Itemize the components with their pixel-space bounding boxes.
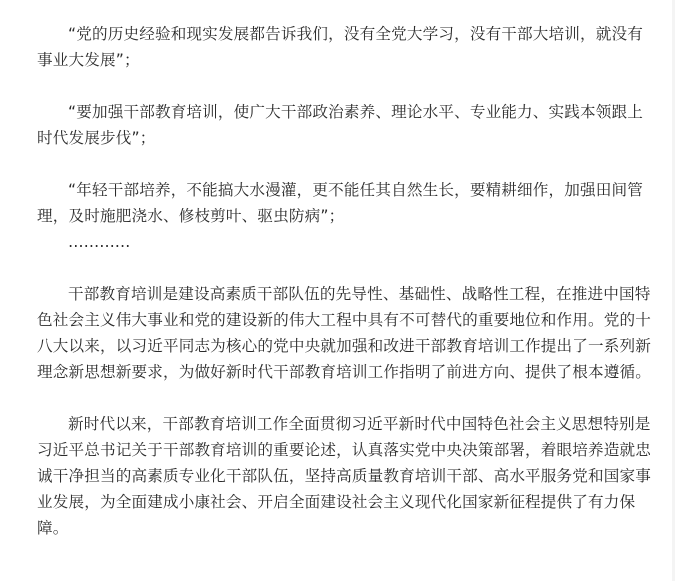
body-paragraph-2: 新时代以来，干部教育培训工作全面贯彻习近平新时代中国特色社会主义思想特别是习近平总书记关于干部教育培训的重要论述，认真落实党中央决策部署，着眼培养造就忠诚干净担当的高素质专业化干部队伍，坚持高质量教育培训干部、高水平服务党和国家事业发展，为全面建成小康社会、开启全面建设社会主义现代化国家新征程提供了有力保障。 bbox=[37, 415, 652, 537]
article-body bbox=[37, 21, 655, 541]
quote-paragraph-1: “党的历史经验和现实发展都告诉我们，没有全党大学习，没有干部大培训，就没有事业大发展”； bbox=[37, 25, 644, 69]
quote-paragraph-2: “要加强干部教育培训，使广大干部政治素养、理论水平、专业能力、实践本领跟上时代发展步伐”； bbox=[37, 103, 644, 147]
quote-paragraph-3: “年轻干部培养，不能搞大水漫灌，更不能任其自然生长，要精耕细作，加强田间管理，及时施肥浇水、修枝剪叶、驱虫防病”； bbox=[37, 181, 644, 225]
body-paragraph-1: 干部教育培训是建设高素质干部队伍的先导性、基础性、战略性工程，在推进中国特色社会主义伟大事业和党的建设新的伟大工程中具有不可替代的重要地位和作用。党的十八大以来，以习近平同志为核心的党中央就加强和改进干部教育培训工作提出了一系列新理念新思想新要求，为做好新时代干部教育培训工作指明了前进方向、提供了根本遵循。 bbox=[37, 285, 652, 381]
ellipsis-separator: ………… bbox=[68, 233, 131, 251]
